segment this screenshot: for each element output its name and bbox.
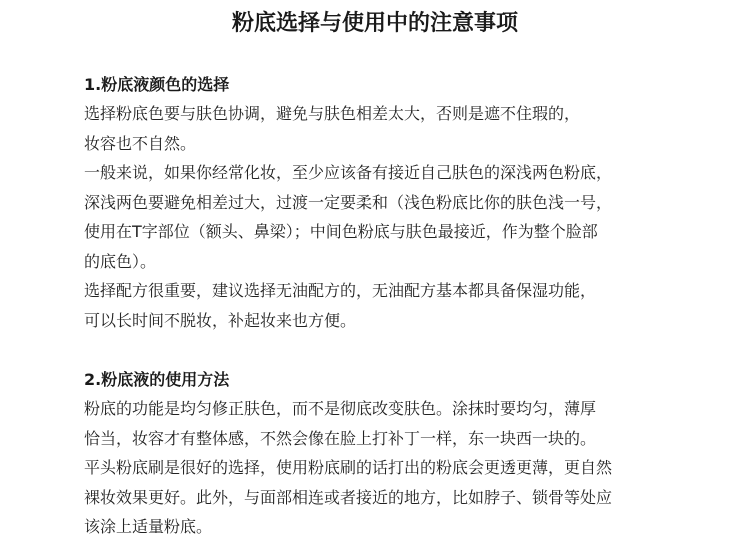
section-spacer bbox=[84, 335, 704, 365]
paragraph-line: 粉底的功能是均匀修正肤色，而不是彻底改变肤色。涂抹时要均匀，薄厚 bbox=[84, 399, 597, 418]
paragraph-line: 平头粉底刷是很好的选择，使用粉底刷的话打出的粉底会更透更薄，更自然 bbox=[84, 458, 613, 477]
page-title: 粉底选择与使用中的注意事项 bbox=[231, 11, 518, 36]
paragraph-line: 可以长时间不脱妆，补起妆来也方便。 bbox=[84, 310, 357, 330]
section-heading: 2.粉底液的使用方法 bbox=[84, 370, 230, 389]
section-foundation-color bbox=[84, 70, 704, 335]
paragraph-line: 恰当，妆容才有整体感，不然会像在脸上打补丁一样，东一块西一块的。 bbox=[84, 428, 597, 448]
section-foundation-usage bbox=[84, 365, 704, 542]
paragraph-line: 使用在T字部位（额头、鼻梁）；中间色粉底与肤色最接近，作为整个脸部 bbox=[84, 222, 598, 241]
article-body bbox=[84, 70, 704, 542]
paragraph-line: 深浅两色要避免相差过大，过渡一定要柔和（浅色粉底比你的肤色浅一号， bbox=[84, 192, 613, 212]
paragraph-line: 选择配方很重要，建议选择无油配方的，无油配方基本都具备保湿功能， bbox=[84, 281, 597, 300]
paragraph-line: 裸妆效果更好。此外，与面部相连或者接近的地方，比如脖子、锁骨等处应 bbox=[84, 487, 613, 507]
paragraph-line: 一般来说，如果你经常化妆，至少应该备有接近自己肤色的深浅两色粉底， bbox=[84, 163, 613, 182]
paragraph-line: 该涂上适量粉底。 bbox=[84, 517, 213, 536]
section-heading: 1.粉底液颜色的选择 bbox=[84, 75, 230, 94]
paragraph-line: 选择粉底色要与肤色协调，避免与肤色相差太大，否则是遮不住瑕的， bbox=[84, 104, 581, 123]
paragraph-line: 的底色）。 bbox=[84, 251, 157, 271]
paragraph-line: 妆容也不自然。 bbox=[84, 133, 197, 153]
